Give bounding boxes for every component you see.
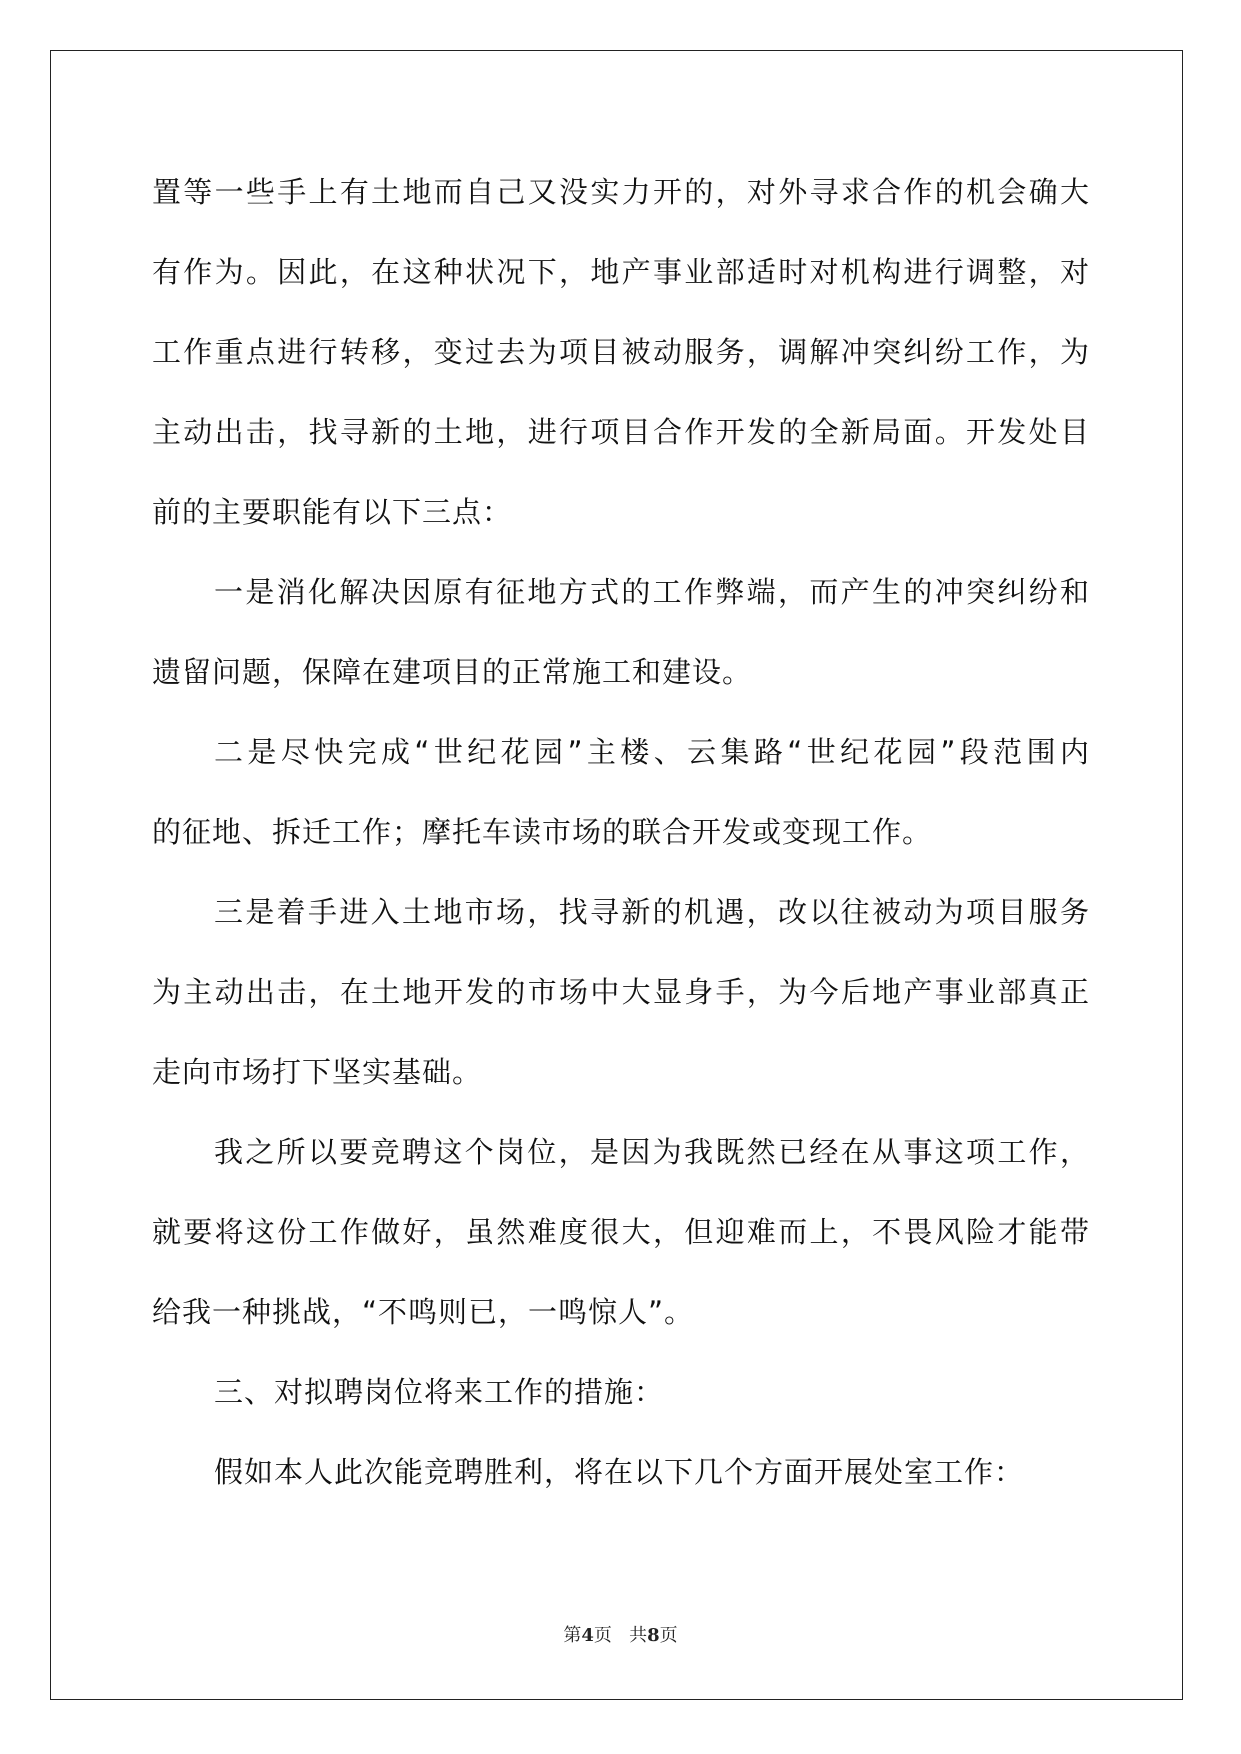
text-line: 给我一种挑战，“不鸣则已，一鸣惊人”。 [152, 1295, 695, 1329]
paragraph-first-line: 三是着手进入土地市场，找寻新的机遇，改以往被动为项目服务 [214, 895, 1090, 929]
page-prefix: 第 [563, 1625, 582, 1646]
text-line: 置等一些手上有土地而自己又没实力开的，对外寻求合作的机会确大 [152, 175, 1090, 209]
page-suffix: 页 [593, 1625, 612, 1646]
page-footer [0, 1624, 1241, 1648]
paragraph-first-line: 我之所以要竞聘这个岗位，是因为我既然已经在从事这项工作， [214, 1135, 1090, 1169]
text-line: 前的主要职能有以下三点： [152, 495, 513, 529]
paragraph-first-line: 一是消化解决因原有征地方式的工作弊端，而产生的冲突纠纷和 [214, 575, 1090, 609]
section-heading: 三、对拟聘岗位将来工作的措施： [214, 1375, 665, 1409]
document-body [152, 152, 1090, 1512]
text-line: 工作重点进行转移，变过去为项目被动服务，调解冲突纠纷工作，为 [152, 335, 1090, 369]
text-line: 有作为。因此，在这种状况下，地产事业部适时对机构进行调整，对 [152, 255, 1090, 289]
total-suffix: 页 [659, 1625, 678, 1646]
total-pages: 8 [647, 1625, 660, 1646]
paragraph-first-line: 假如本人此次能竞聘胜利，将在以下几个方面开展处室工作： [214, 1455, 1025, 1489]
paragraph-first-line: 二是尽快完成“世纪花园”主楼、云集路“世纪花园”段范围内 [214, 735, 1090, 769]
text-line: 的征地、拆迁工作；摩托车读市场的联合开发或变现工作。 [152, 815, 933, 849]
text-line: 主动出击，找寻新的土地，进行项目合作开发的全新局面。开发处目 [152, 415, 1090, 449]
total-prefix: 共 [629, 1625, 648, 1646]
text-line: 为主动出击，在土地开发的市场中大显身手，为今后地产事业部真正 [152, 975, 1090, 1009]
text-line: 走向市场打下坚实基础。 [152, 1055, 483, 1089]
text-line: 遗留问题，保障在建项目的正常施工和建设。 [152, 655, 753, 689]
page-number: 4 [581, 1625, 594, 1646]
text-line: 就要将这份工作做好，虽然难度很大，但迎难而上，不畏风险才能带 [152, 1215, 1090, 1249]
